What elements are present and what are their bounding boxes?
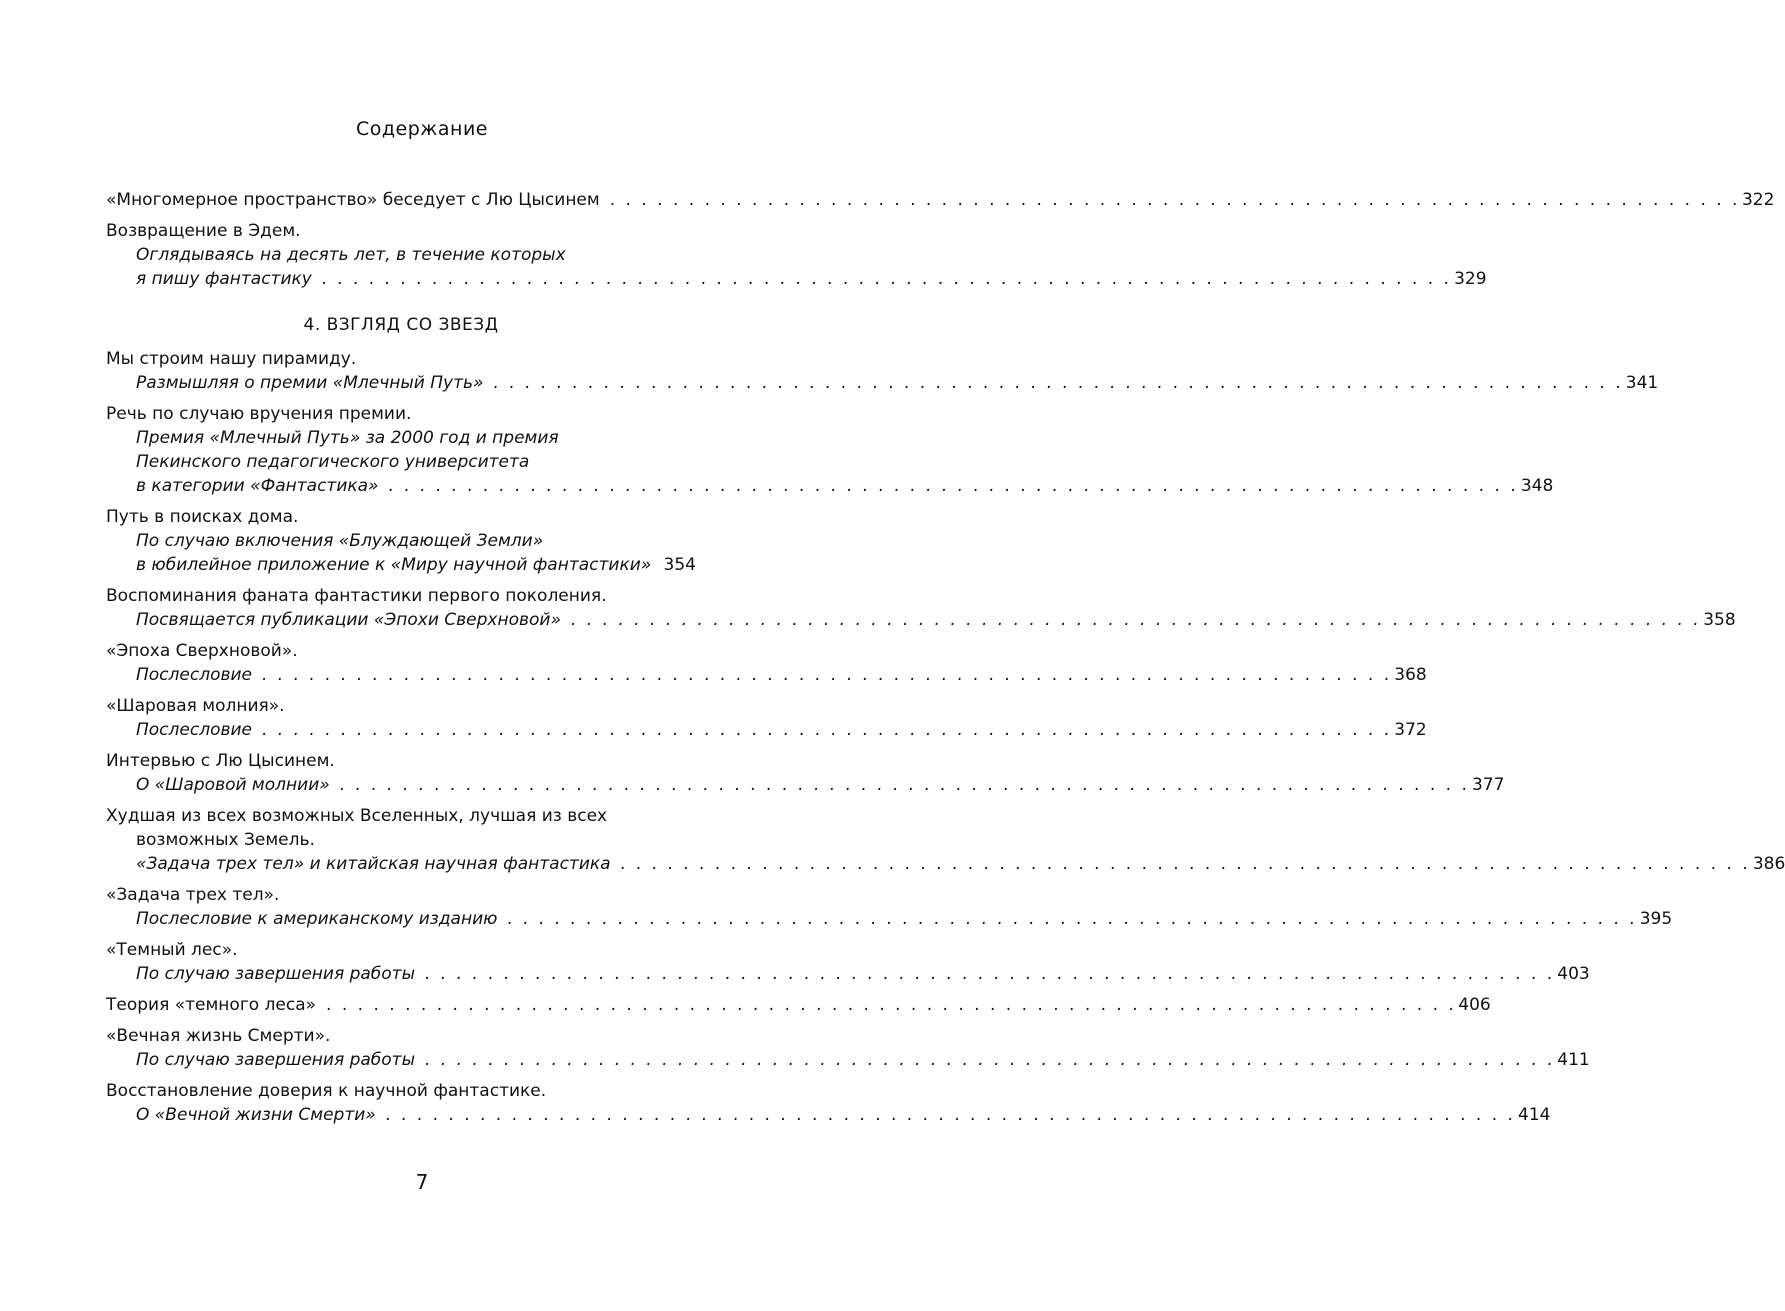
page-ref: 358	[1703, 610, 1736, 630]
entry-subtitle: Премия «Млечный Путь» за 2000 год и премия	[136, 428, 559, 448]
entry-title: «Многомерное пространство» беседует с Лю Цысинем	[106, 190, 600, 210]
entry-title: «Темный лес».	[106, 940, 238, 960]
entry-title: «Задача трех тел».	[106, 885, 280, 905]
toc-entry	[106, 804, 1785, 876]
entry-subtitle: Размышляя о премии «Млечный Путь»	[136, 373, 484, 393]
leader-dots: . . . . . . . . . . . . . . . . . . . . . . . . . . . . . . . . . . . . . . . . . . . . . . . . . . . . . . . . . . . . . . . . . . . . . . . .	[493, 373, 1624, 393]
entry-subtitle: «Задача трех тел» и китайская научная фантастика	[136, 854, 611, 874]
leader-dots: . . . . . . . . . . . . . . . . . . . . . . . . . . . . . . . . . . . . . . . . . . . . . . . . . . . . . . . . . . . . . . . . . . . . . . . .	[262, 720, 1393, 740]
toc-entry	[106, 749, 1505, 797]
page-ref: 414	[1518, 1105, 1551, 1125]
leader-dots: . . . . . . . . . . . . . . . . . . . . . . . . . . . . . . . . . . . . . . . . . . . . . . . . . . . . . . . . . . . . . . . . . . . . . . . .	[262, 665, 1393, 685]
toc-line	[106, 219, 696, 243]
leader-dots: . . . . . . . . . . . . . . . . . . . . . . . . . . . . . . . . . . . . . . . . . . . . . . . . . . . . . . . . . . . . . . . . . . . . . . . .	[507, 909, 1638, 929]
leader-dots: . . . . . . . . . . . . . . . . . . . . . . . . . . . . . . . . . . . . . . . . . . . . . . . . . . . . . . . . . . . . . . . . . . . . . . . .	[425, 964, 1556, 984]
toc-line	[106, 243, 696, 267]
toc-entry	[106, 188, 1775, 212]
entry-title: Воспоминания фаната фантастики первого поколения.	[106, 586, 607, 606]
page-ref: 386	[1752, 854, 1785, 874]
toc-line	[106, 267, 1487, 291]
entry-title: «Вечная жизнь Смерти».	[106, 1026, 331, 1046]
entry-subtitle: По случаю завершения работы	[136, 964, 415, 984]
page-ref: 354	[663, 555, 696, 575]
page-ref: 406	[1458, 995, 1491, 1015]
entry-subtitle: в категории «Фантастика»	[136, 476, 379, 496]
toc-entry	[106, 694, 1427, 742]
toc-entry	[106, 1079, 1551, 1127]
page-ref: 403	[1557, 964, 1590, 984]
entry-title: Мы строим нашу пирамиду.	[106, 349, 357, 369]
entry-subtitle: я пишу фантастику	[136, 269, 312, 289]
page-ref: 368	[1394, 665, 1427, 685]
entry-title-cont: возможных Земель.	[136, 830, 315, 850]
page-ref: 395	[1639, 909, 1673, 929]
leader-dots: . . . . . . . . . . . . . . . . . . . . . . . . . . . . . . . . . . . . . . . . . . . . . . . . . . . . . . . . . . . . . . . . . . . . . . . .	[321, 269, 1453, 289]
page-ref: 322	[1741, 190, 1775, 210]
entry-subtitle: По случаю завершения работы	[136, 1050, 415, 1070]
page-ref: 329	[1454, 269, 1487, 289]
page-ref: 341	[1625, 373, 1659, 393]
entry-subtitle: О «Вечной жизни Смерти»	[136, 1105, 376, 1125]
entry-subtitle: О «Шаровой молнии»	[136, 775, 330, 795]
toc-entry	[106, 219, 1487, 291]
toc-line	[106, 188, 1775, 212]
entry-title: Путь в поисках дома.	[106, 507, 299, 527]
leader-dots: . . . . . . . . . . . . . . . . . . . . . . . . . . . . . . . . . . . . . . . . . . . . . . . . . . . . . . . . . . . . . . . . . . . . . . . .	[388, 476, 1519, 496]
table-of-contents	[106, 188, 1785, 1127]
leader-dots: . . . . . . . . . . . . . . . . . . . . . . . . . . . . . . . . . . . . . . . . . . . . . . . . . . . . . . . . . . . . . . . . . . . . . . . .	[339, 775, 1470, 795]
entry-title: Восстановление доверия к научной фантастике.	[106, 1081, 547, 1101]
entry-subtitle: Пекинского педагогического университета	[136, 452, 530, 472]
entry-title: Интервью с Лю Цысинем.	[106, 751, 335, 771]
entry-subtitle: Оглядываясь на десять лет, в течение которых	[136, 245, 566, 265]
leader-dots: . . . . . . . . . . . . . . . . . . . . . . . . . . . . . . . . . . . . . . . . . . . . . . . . . . . . . . . . . . . . . . . . . . . . . . . .	[425, 1050, 1556, 1070]
toc-entry	[106, 505, 696, 577]
page-header: Содержание	[356, 118, 488, 140]
entry-title: Речь по случаю вручения премии.	[106, 404, 412, 424]
toc-entry	[106, 1024, 1590, 1072]
entry-title: «Эпоха Сверхновой».	[106, 641, 298, 661]
leader-dots: . . . . . . . . . . . . . . . . . . . . . . . . . . . . . . . . . . . . . . . . . . . . . . . . . . . . . . . . . . . . . . . . . . . . . . . .	[620, 854, 1751, 874]
entry-title: «Шаровая молния».	[106, 696, 285, 716]
page-number: 7	[415, 1170, 429, 1194]
section-title: 4. ВЗГЛЯД СО ЗВЕЗД	[303, 315, 499, 335]
entry-title: Теория «темного леса»	[106, 995, 317, 1015]
toc-entry	[106, 883, 1673, 931]
toc-entry	[106, 347, 1659, 395]
entry-subtitle: По случаю включения «Блуждающей Земли»	[136, 531, 544, 551]
toc-entry	[106, 938, 1590, 986]
entry-subtitle: Послесловие к американскому изданию	[136, 909, 498, 929]
toc-entry	[106, 639, 1427, 687]
leader-dots: . . . . . . . . . . . . . . . . . . . . . . . . . . . . . . . . . . . . . . . . . . . . . . . . . . . . . . . . . . . . . . . . . . . . . . . .	[570, 610, 1702, 630]
page-ref: 377	[1471, 775, 1505, 795]
page-ref: 411	[1557, 1050, 1590, 1070]
leader-dots: . . . . . . . . . . . . . . . . . . . . . . . . . . . . . . . . . . . . . . . . . . . . . . . . . . . . . . . . . . . . . . . . . . . . . . . .	[385, 1105, 1517, 1125]
toc-entry	[106, 584, 1736, 632]
entry-title: Худшая из всех возможных Вселенных, лучшая из всех	[106, 806, 608, 826]
entry-subtitle: в юбилейное приложение к «Миру научной фантастики»	[136, 555, 652, 575]
leader-dots: . . . . . . . . . . . . . . . . . . . . . . . . . . . . . . . . . . . . . . . . . . . . . . . . . . . . . . . . . . . . . . . . . . . . . . . .	[326, 995, 1457, 1015]
toc-entry	[106, 993, 1491, 1017]
entry-subtitle: Посвящается публикации «Эпохи Сверхновой»	[136, 610, 561, 630]
page-ref: 348	[1520, 476, 1554, 496]
entry-title: Возвращение в Эдем.	[106, 221, 301, 241]
page-ref: 372	[1394, 720, 1427, 740]
toc-entry	[106, 402, 1554, 498]
entry-subtitle: Послесловие	[136, 665, 252, 685]
leader-dots: . . . . . . . . . . . . . . . . . . . . . . . . . . . . . . . . . . . . . . . . . . . . . . . . . . . . . . . . . . . . . . . . . . . . . . . .	[609, 190, 1740, 210]
entry-subtitle: Послесловие	[136, 720, 252, 740]
